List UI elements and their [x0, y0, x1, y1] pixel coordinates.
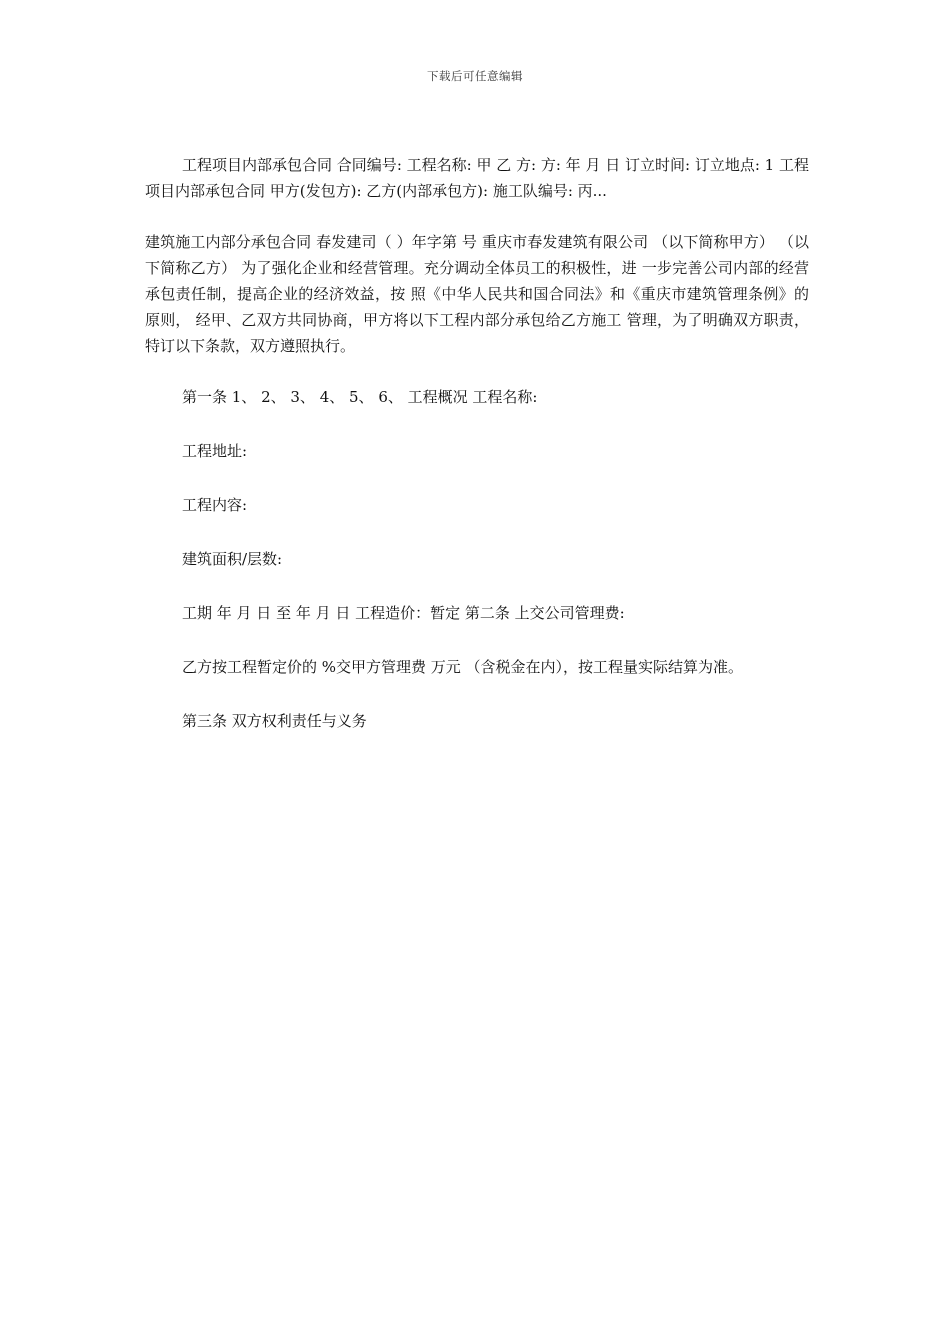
paragraph-schedule-cost: 工期 年 月 日 至 年 月 日 工程造价：暂定 第二条 上交公司管理费: [182, 604, 625, 622]
paragraph-article-three: 第三条 双方权利责任与义务 [182, 712, 367, 730]
paragraph-project-content: 工程内容: [182, 496, 248, 514]
paragraph-contract-preamble: 建筑施工内部分承包合同 春发建司（ ）年字第 号 重庆市春发建筑有限公司 （以下简称甲方） （以下简称乙方） 为了强化企业和经营管理。充分调动全体员工的积极性，进 一步完善公司内部的经营承包责任制，提高企业的经济效益，按 照《中华人民共和国合同法》和《重庆市建筑管理条例》的原则， 经甲、乙双方共同协商，甲方将以下工程内部分承包给乙方施工 管理，为了明确双方职责，特订以下条款，双方遵照执行。 [145, 233, 809, 355]
page-header: 下载后可任意编辑 [427, 69, 523, 83]
paragraph-building-area: 建筑面积/层数: [182, 550, 283, 568]
paragraph-management-fee: 乙方按工程暂定价的 %交甲方管理费 万元 （含税金在内），按工程量实际结算为准。 [182, 658, 744, 676]
paragraph-article-one: 第一条 1、 2、 3、 4、 5、 6、 工程概况 工程名称: [182, 388, 538, 406]
paragraph-contract-summary: 工程项目内部承包合同 合同编号: 工程名称: 甲 乙 方: 方: 年 月 日 订立时间: 订立地点: 1 工程项目内部承包合同 甲方(发包方): 乙方(内部承包方): 施工队编号: 丙... [145, 156, 809, 200]
document-body [145, 152, 809, 757]
paragraph-project-address: 工程地址: [182, 442, 248, 460]
